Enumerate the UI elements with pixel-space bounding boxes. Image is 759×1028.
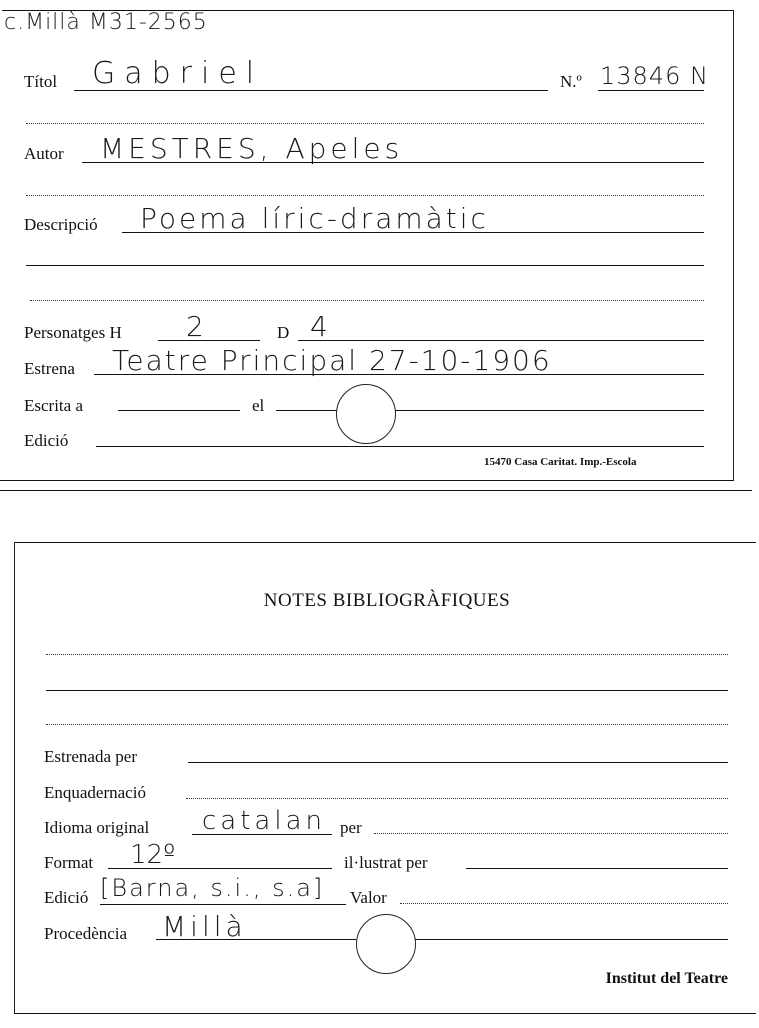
valor-line	[400, 903, 728, 904]
card-title: NOTES BIBLIOGRÀFIQUES	[263, 590, 511, 611]
enquadernacio-label: Enquadernació	[44, 783, 146, 802]
personatges-d-label: D	[277, 323, 290, 342]
valor-label: Valor	[350, 888, 387, 907]
card-bottom-border	[14, 1013, 756, 1014]
idioma-per-label: per	[340, 818, 362, 837]
number-line	[598, 90, 704, 91]
procedencia-line-right	[412, 939, 728, 940]
number-label: N.º	[560, 72, 582, 91]
dotted-line	[46, 654, 728, 655]
punch-hole	[336, 384, 396, 444]
estrena-label: Estrena	[24, 359, 75, 378]
format-label: Format	[44, 853, 94, 872]
edicio-label: Edició	[24, 431, 69, 450]
dotted-line	[26, 195, 704, 196]
punch-hole	[356, 914, 416, 974]
autor-value: MESTRES, Apeles	[100, 132, 404, 165]
dotted-line	[30, 300, 704, 301]
idioma-label: Idioma original	[44, 818, 150, 837]
escrita-el-label: el	[252, 396, 265, 415]
illustrat-label: il·lustrat per	[344, 853, 428, 872]
edicio2-line	[100, 904, 346, 905]
number-value: 13846 N	[600, 62, 709, 90]
personatges-h-value: 2	[186, 310, 204, 343]
idioma-line	[192, 834, 332, 835]
blank-line	[46, 690, 728, 691]
edicio2-value: [Barna, s.i., s.a]	[100, 874, 325, 902]
descripcio-value: Poema líric-dramàtic	[140, 202, 489, 235]
personatges-d-line	[298, 340, 704, 341]
illustrat-line	[466, 868, 728, 869]
personatges-h-line	[158, 340, 260, 341]
titol-value: Gabriel	[92, 56, 264, 91]
autor-line	[82, 162, 704, 163]
enquadernacio-line	[186, 798, 728, 799]
card-top-border	[14, 542, 756, 543]
edicio2-label: Edició	[44, 888, 89, 907]
descripcio-line	[122, 232, 704, 233]
personatges-d-value: 4	[310, 310, 328, 343]
institution-footer: Institut del Teatre	[605, 970, 728, 987]
printer-imprint: 15470 Casa Caritat. Imp.-Escola	[484, 456, 637, 468]
blank-line	[26, 265, 704, 266]
autor-label: Autor	[24, 144, 64, 163]
estrena-value: Teatre Principal 27-10-1906	[112, 344, 552, 377]
titol-line	[74, 90, 548, 91]
procedencia-value: Millà	[162, 910, 247, 943]
card-left-border	[14, 542, 15, 1014]
estrenada-label: Estrenada per	[44, 747, 137, 766]
escrita-label: Escrita a	[24, 396, 83, 415]
handwritten-reference: c.Millà M31-2565	[4, 10, 208, 35]
format-value: 12º	[130, 840, 176, 870]
card-right-border	[733, 10, 734, 480]
card-bottom-border	[0, 480, 734, 481]
estrena-line	[94, 374, 704, 375]
card-shadow-border	[0, 490, 752, 491]
format-line	[108, 868, 332, 869]
edicio-line	[96, 446, 704, 447]
dotted-line	[46, 724, 728, 725]
idioma-value: catalan	[202, 806, 326, 836]
procedencia-line	[156, 939, 356, 940]
escrita-line	[118, 410, 240, 411]
personatges-h-label: Personatges H	[24, 323, 122, 342]
descripcio-label: Descripció	[24, 215, 98, 234]
procedencia-label: Procedència	[44, 924, 128, 943]
estrenada-line	[188, 762, 728, 763]
dotted-line	[26, 123, 704, 124]
titol-label: Títol	[24, 72, 58, 91]
idioma-per-line	[374, 833, 728, 834]
